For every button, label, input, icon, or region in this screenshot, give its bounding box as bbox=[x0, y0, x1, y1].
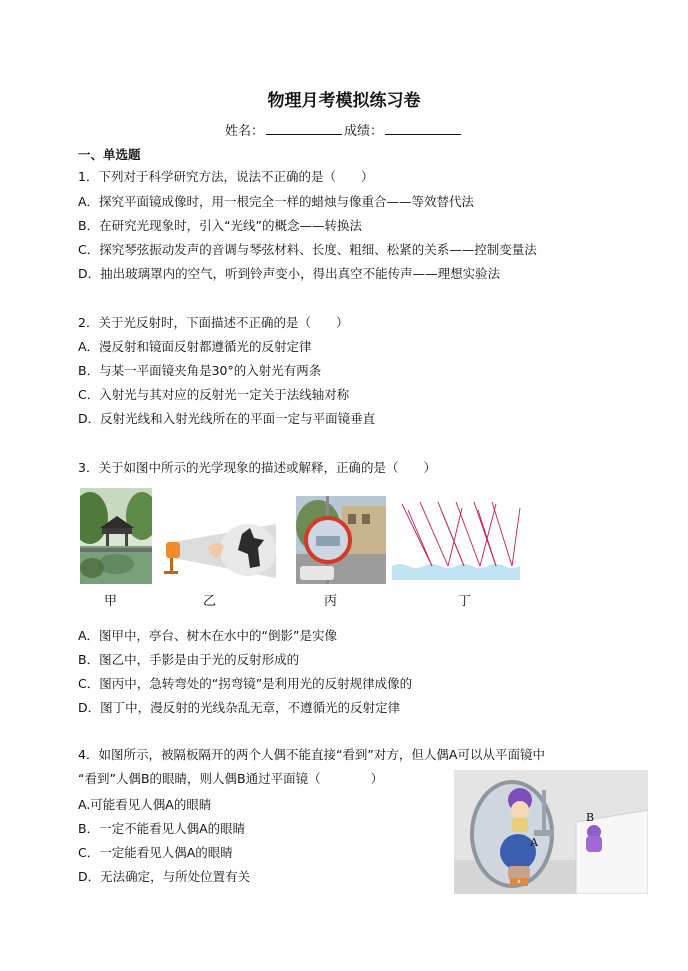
figure-q4-mirror-dolls bbox=[454, 770, 648, 894]
score-label: 成绩： bbox=[344, 124, 384, 139]
q4-option-c: C．一定能看见人偶A的眼睛 bbox=[78, 845, 233, 860]
name-blank[interactable] bbox=[266, 122, 342, 135]
q4-option-d: D．无法确定，与所处位置有关 bbox=[78, 869, 251, 884]
q1-option-c: C．探究琴弦振动发声的音调与琴弦材料、长度、粗细、松紧的关系——控制变量法 bbox=[78, 242, 537, 257]
page-title: 物理月考模拟练习卷 bbox=[267, 91, 421, 111]
caption-ding: 丁 bbox=[458, 594, 472, 609]
q2-stem: 2．关于光反射时，下面描述不正确的是（ ） bbox=[78, 315, 349, 330]
score-blank[interactable] bbox=[385, 122, 461, 135]
section-heading: 一、单选题 bbox=[78, 147, 141, 162]
name-label: 姓名： bbox=[224, 124, 264, 139]
q3-option-a: A．图甲中，亭台、树木在水中的“倒影”是实像 bbox=[78, 628, 338, 643]
caption-bing: 丙 bbox=[324, 594, 338, 609]
q3-option-c: C．图丙中，急转弯处的“拐弯镜”是利用光的反射规律成像的 bbox=[78, 676, 413, 691]
figure-jia-pavilion bbox=[80, 488, 152, 584]
figure-yi-hand-shadow bbox=[160, 522, 278, 580]
q1-option-a: A．探究平面镜成像时，用一根完全一样的蜡烛与像重合——等效替代法 bbox=[78, 194, 475, 209]
doll-b-label: B bbox=[586, 811, 595, 824]
q4-option-b: B．一定不能看见人偶A的眼睛 bbox=[78, 821, 246, 836]
q3-stem: 3．关于如图中所示的光学现象的描述或解释，正确的是（ ） bbox=[78, 460, 436, 475]
q2-option-b: B．与某一平面镜夹角是30°的入射光有两条 bbox=[78, 363, 322, 378]
q2-option-c: C．入射光与其对应的反射光一定关于法线轴对称 bbox=[78, 387, 350, 402]
name-score-line bbox=[0, 120, 688, 139]
q1-option-d: D．抽出玻璃罩内的空气，听到铃声变小，得出真空不能传声——理想实验法 bbox=[78, 266, 501, 281]
figure-ding-diffuse-reflection bbox=[392, 498, 524, 580]
q2-option-a: A．漫反射和镜面反射都遵循光的反射定律 bbox=[78, 339, 312, 354]
q4-stem-line2: “看到”人偶B的眼睛，则人偶B通过平面镜（ ） bbox=[78, 771, 384, 786]
doll-a-label: A bbox=[530, 836, 538, 849]
caption-jia: 甲 bbox=[104, 594, 118, 609]
caption-yi: 乙 bbox=[203, 594, 217, 609]
q4-stem-line1: 4．如图所示，被隔板隔开的两个人偶不能直接“看到”对方，但人偶A可以从平面镜中 bbox=[78, 747, 545, 762]
q2-option-d: D．反射光线和入射光线所在的平面一定与平面镜垂直 bbox=[78, 411, 376, 426]
q1-option-b: B．在研究光现象时，引入“光线”的概念——转换法 bbox=[78, 218, 363, 233]
q3-option-d: D．图丁中，漫反射的光线杂乱无章，不遵循光的反射定律 bbox=[78, 700, 401, 715]
figure-bing-convex-mirror bbox=[296, 496, 386, 584]
q4-option-a: A.可能看见人偶A的眼睛 bbox=[78, 797, 212, 812]
q1-stem: 1．下列对于科学研究方法，说法不正确的是（ ） bbox=[78, 169, 374, 184]
q3-option-b: B．图乙中，手影是由于光的反射形成的 bbox=[78, 652, 300, 667]
